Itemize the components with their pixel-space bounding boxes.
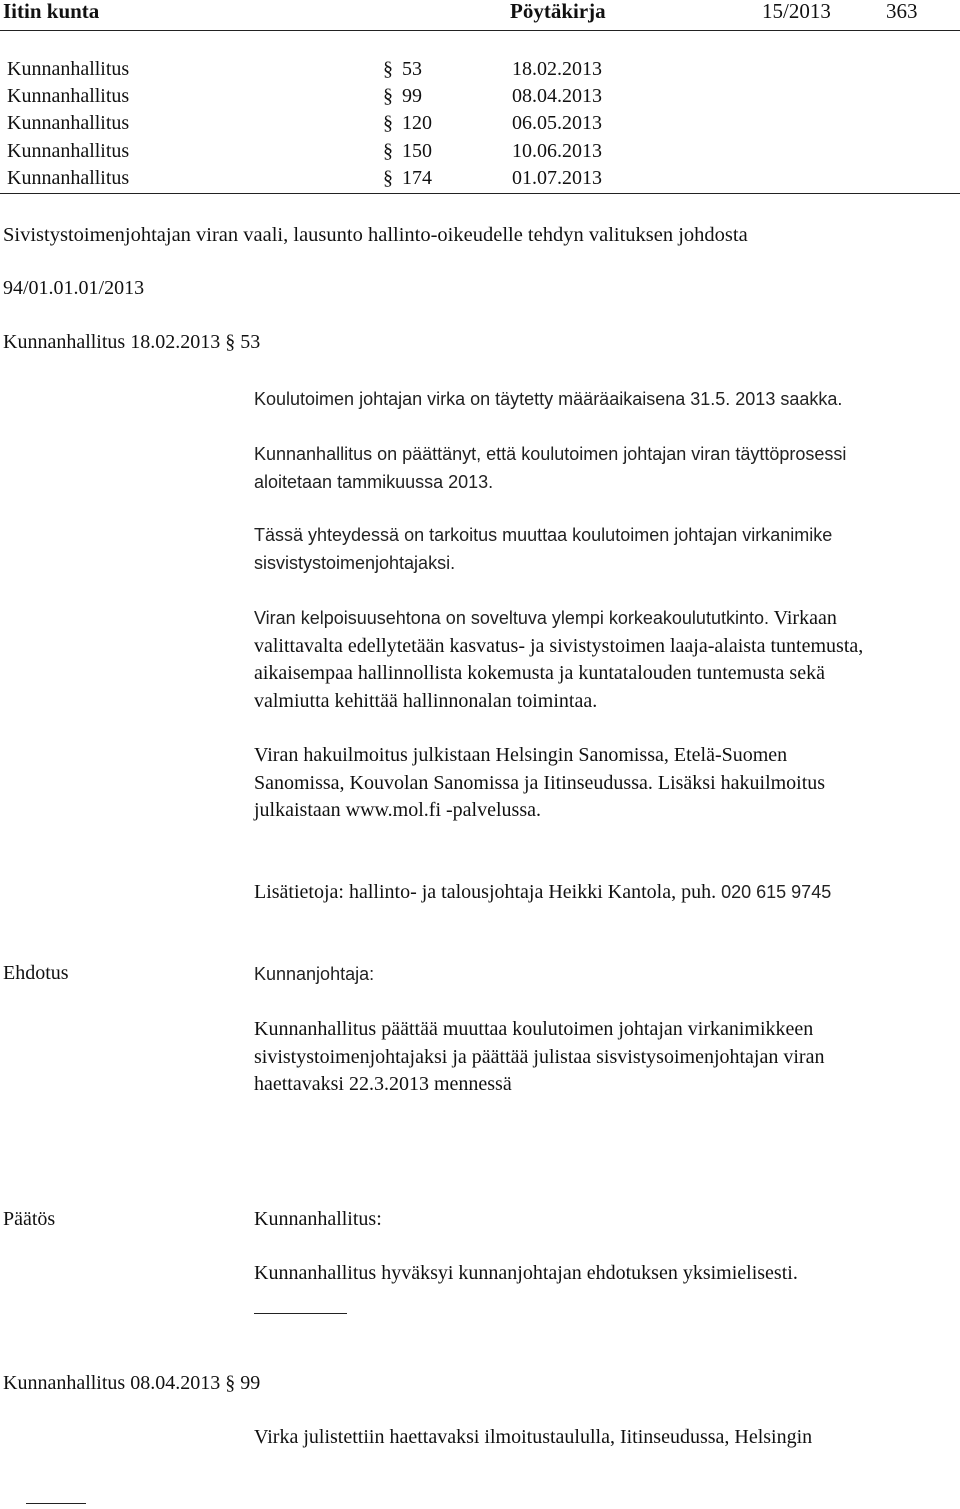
history-date: 06.05.2013: [512, 112, 602, 134]
history-date: 10.06.2013: [512, 140, 602, 162]
paragraph: Virka julistettiin haettavaksi ilmoitustaululla, Iitinseudussa, Helsingin: [254, 1426, 813, 1448]
paragraph: [254, 522, 954, 577]
paragraph-line: aloitetaan tammikuussa 2013.: [254, 471, 494, 492]
history-number: 150: [402, 140, 432, 162]
history-number: 120: [402, 112, 432, 134]
decision-text: Kunnanhallitus hyväksyi kunnanjohtajan ehdotuksen yksimielisesti.: [254, 1262, 798, 1284]
paragraph-line: haettavaksi 22.3.2013 mennessä: [254, 1073, 512, 1095]
reference-number: 94/01.01.01/2013: [3, 277, 145, 299]
history-number: 174: [402, 167, 432, 189]
section-end-rule: [254, 1313, 347, 1314]
paragraph-line: Kunnanhallitus päättää muuttaa koulutoimen johtajan virkanimikkeen: [254, 1018, 814, 1040]
paragraph-line: Kunnanhallitus on päättänyt, että koulutoimen johtajan viran täyttöprosessi: [254, 444, 847, 464]
paragraph-line: julkaistaan www.mol.fi -palvelussa.: [254, 799, 541, 821]
municipality-name: Iitin kunta: [3, 0, 100, 23]
history-body: Kunnanhallitus: [7, 167, 130, 189]
proposal-author: Kunnanjohtaja:: [254, 964, 375, 984]
history-date: 08.04.2013: [512, 85, 602, 107]
paragraph: [254, 742, 954, 825]
paragraph-line: sisvistystoimenjohtajaksi.: [254, 552, 456, 573]
paragraph: [254, 441, 954, 496]
decision-label: Päätös: [3, 1208, 56, 1230]
document-number: 15/2013: [762, 0, 831, 23]
history-body: Kunnanhallitus: [7, 112, 130, 134]
paragraph-line: valmiutta kehittää hallinnonalan toimintaa.: [254, 689, 598, 712]
case-title: Sivistystoimenjohtajan viran vaali, lausunto hallinto-oikeudelle tehdyn valituksen johdosta: [3, 224, 748, 246]
history-number: 99: [402, 85, 422, 107]
history-date: 01.07.2013: [512, 167, 602, 189]
history-body: Kunnanhallitus: [7, 85, 130, 107]
paragraph-line: Tässä yhteydessä on tarkoitus muuttaa koulutoimen johtajan virkanimike: [254, 525, 833, 545]
section-sign-icon: §: [383, 85, 393, 107]
history-rule: [0, 193, 960, 194]
contact-info: [254, 879, 954, 907]
paragraph-segment: Viran kelpoisuusehtona on soveltuva ylempi korkeakoulututkinto.: [254, 608, 769, 628]
header-rule: [0, 30, 960, 31]
history-body: Kunnanhallitus: [7, 58, 130, 80]
contact-text: Lisätietoja: hallinto- ja talousjohtaja Heikki Kantola, puh.: [254, 881, 717, 903]
history-date: 18.02.2013: [512, 58, 602, 80]
contact-phone: 020 615 9745: [721, 882, 832, 902]
paragraph-segment: Virkaan: [773, 607, 837, 629]
history-body: Kunnanhallitus: [7, 140, 130, 162]
paragraph: [254, 605, 954, 715]
decision-author: Kunnanhallitus:: [254, 1208, 382, 1230]
history-number: 53: [402, 58, 422, 80]
proposal-text: [254, 1016, 954, 1099]
page-number: 363: [886, 0, 918, 23]
paragraph: [254, 386, 954, 414]
paragraph-line: sivistystoimenjohtajaksi ja päättää julistaa sisvistysoimenjohtajan viran: [254, 1045, 825, 1068]
meeting-heading: Kunnanhallitus 08.04.2013 § 99: [3, 1372, 261, 1394]
section-sign-icon: §: [383, 167, 393, 189]
meeting-heading: Kunnanhallitus 18.02.2013 § 53: [3, 331, 261, 353]
paragraph-line: Viran hakuilmoitus julkistaan Helsingin Sanomissa, Etelä-Suomen: [254, 744, 788, 766]
paragraph-line: aikaisempaa hallinnollista kokemusta ja kuntatalouden tuntemusta sekä: [254, 662, 825, 684]
document-type: Pöytäkirja: [510, 0, 606, 23]
paragraph-line: valittavalta edellytetään kasvatus- ja sivistystoimen laaja-alaista tuntemusta,: [254, 634, 864, 657]
footer-rule: [26, 1503, 86, 1504]
proposal-label: Ehdotus: [3, 962, 69, 984]
paragraph-line: Koulutoimen johtajan virka on täytetty määräaikaisena 31.5. 2013 saakka.: [254, 389, 843, 409]
section-sign-icon: §: [383, 140, 393, 162]
section-sign-icon: §: [383, 112, 393, 134]
paragraph-line: Sanomissa, Kouvolan Sanomissa ja Iitinseudussa. Lisäksi hakuilmoitus: [254, 771, 826, 794]
section-sign-icon: §: [383, 58, 393, 80]
